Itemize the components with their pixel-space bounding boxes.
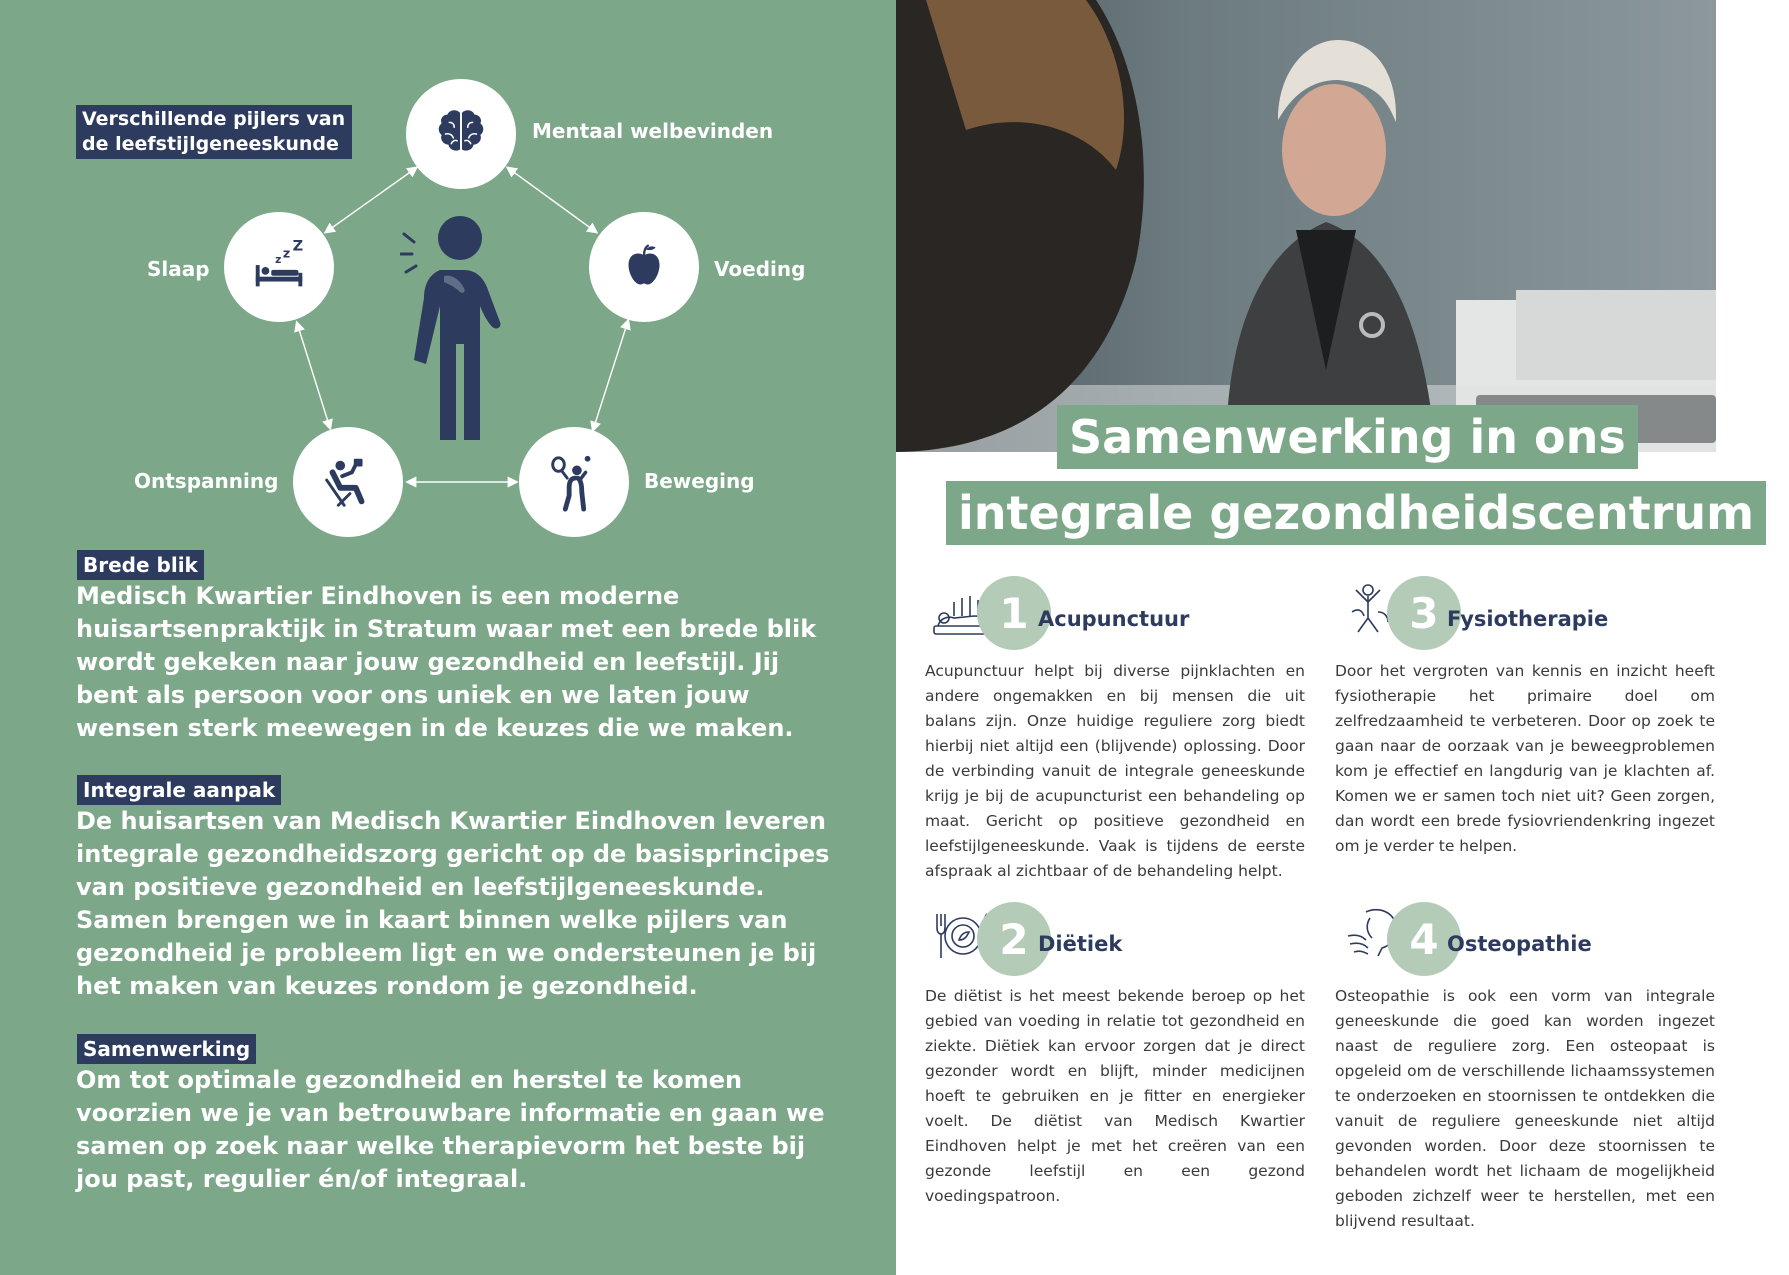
doctor-photo xyxy=(896,0,1716,452)
pillar-mental xyxy=(406,79,516,189)
tennis-player-icon xyxy=(543,451,605,513)
therapy-text-acupunctuur: Acupunctuur helpt bij diverse pijnklachten en andere ongemakken en bij mensen die uit balans zijn. Onze huidige reguliere zorg biedt hierbij niet altijd een (blijvende) oplossing. Door de verbinding vanuit de integrale geneeskunde krijg je bij de acupuncturist een behandeling op maat. Gericht op positieve gezondheid en leefstijlgeneeskunde. Vaak is tijdens de eerste afspraak al zichtbaar of de behandeling helpt. xyxy=(925,662,1305,880)
section-label-brede-blik: Brede blik xyxy=(77,550,204,580)
therapy-title-dietiek: Diëtiek xyxy=(1038,932,1123,956)
section-text-brede-blik: Medisch Kwartier Eindhoven is een moderne huisartsenpraktijk in Stratum waar met een brede blik wordt gekeken naar jouw gezondheid en leefstijl. Jij bent als persoon voor ons uniek en we laten jouw wensen sterk meewegen in de keuzes die we maken. xyxy=(76,582,817,742)
pillar-label-movement: Beweging xyxy=(644,469,755,493)
pillar-label-relax: Ontspanning xyxy=(134,469,279,493)
therapy-title-osteopathie: Osteopathie xyxy=(1447,932,1592,956)
svg-text:z: z xyxy=(275,253,282,267)
deckchair-icon xyxy=(317,451,379,513)
section-label-integrale-aanpak: Integrale aanpak xyxy=(77,775,281,805)
therapy-text-dietiek: De diëtist is het meest bekende beroep op het gebied van voeding in relatie tot gezondheid en ziekte. Diëtiek kan ervoor zorgen dat je direct gezonder wordt en blijft, minder medicijnen hoeft te gebruiken en je fitter en energieker voelt. De diëtist van Medisch Kwartier Eindhoven helpt je met het creëren van een gezonde leefstijl en een gezond voedingspatroon. xyxy=(925,987,1305,1205)
headline-line-2: integrale gezondheidscentrum xyxy=(946,481,1766,545)
section-text-integrale-aanpak: De huisartsen van Medisch Kwartier Eindhoven leveren integrale gezondheidszorg gericht op de basisprincipes van positieve gezondheid en leefstijlgeneeskunde. Samen brengen we in kaart binnen welke pijlers van gezondheid je probleem ligt en we ondersteunen je bij het maken van keuzes rondom je gezondheid. xyxy=(76,807,830,1000)
svg-text:Z: Z xyxy=(292,238,304,255)
section-text-samenwerking: Om tot optimale gezondheid en herstel te komen voorzien we je van betrouwbare informatie en gaan we samen op zoek naar welke therapievorm het beste bij jou past, regulier én/of integraal. xyxy=(76,1066,825,1193)
pillars-title-line-2: de leefstijlgeneeskunde xyxy=(82,133,339,155)
pillar-food xyxy=(589,212,699,322)
therapy-number-1: 1 xyxy=(977,576,1051,650)
pillar-sleep xyxy=(224,212,334,322)
pillar-relax xyxy=(293,427,403,537)
pillar-label-mental: Mentaal welbevinden xyxy=(532,119,774,143)
pillar-movement xyxy=(519,427,629,537)
therapy-title-fysiotherapie: Fysiotherapie xyxy=(1447,607,1609,631)
person-figure-icon xyxy=(400,212,505,452)
pillars-title-line-1: Verschillende pijlers van xyxy=(82,108,346,130)
brain-icon xyxy=(430,103,492,165)
therapy-text-fysiotherapie: Door het vergroten van kennis en inzicht heeft fysiotherapie het primaire doel om zelfredzaamheid te verbeteren. Door op zoek te gaan naar de oorzaak van je beweegproblemen kom je effectief en langdurig van je klachten af. Komen we er samen toch niet uit? Geen zorgen, dan wordt een brede fysiovriendenkring ingezet om je verder te helpen. xyxy=(1335,662,1715,855)
section-label-samenwerking: Samenwerking xyxy=(77,1034,256,1064)
pillar-label-food: Voeding xyxy=(714,257,806,281)
therapy-title-acupunctuur: Acupunctuur xyxy=(1038,607,1190,631)
therapy-number-3: 3 xyxy=(1387,576,1461,650)
pillar-label-sleep: Slaap xyxy=(147,257,210,281)
apple-icon xyxy=(613,236,675,298)
therapy-text-osteopathie: Osteopathie is ook een vorm van integrale geneeskunde die goed kan worden ingezet naast de reguliere zorg. Een osteopaat is opgeleid om de verschillende lichaamssystemen te onderzoeken en stoornissen te ontdekken die vanuit de reguliere geneeskunde niet altijd gevonden worden. Door deze stoornissen te behandelen wordt het lichaam de mogelijkheid geboden zichzelf weer te herstellen, met een blijvend resultaat. xyxy=(1335,987,1715,1230)
therapy-number-4: 4 xyxy=(1387,902,1461,976)
therapy-number-2: 2 xyxy=(977,902,1051,976)
sleep-bed-icon xyxy=(248,236,310,298)
svg-text:z: z xyxy=(282,245,291,261)
doctor-photo-illustration xyxy=(896,0,1716,452)
headline-line-1: Samenwerking in ons xyxy=(1057,405,1638,469)
